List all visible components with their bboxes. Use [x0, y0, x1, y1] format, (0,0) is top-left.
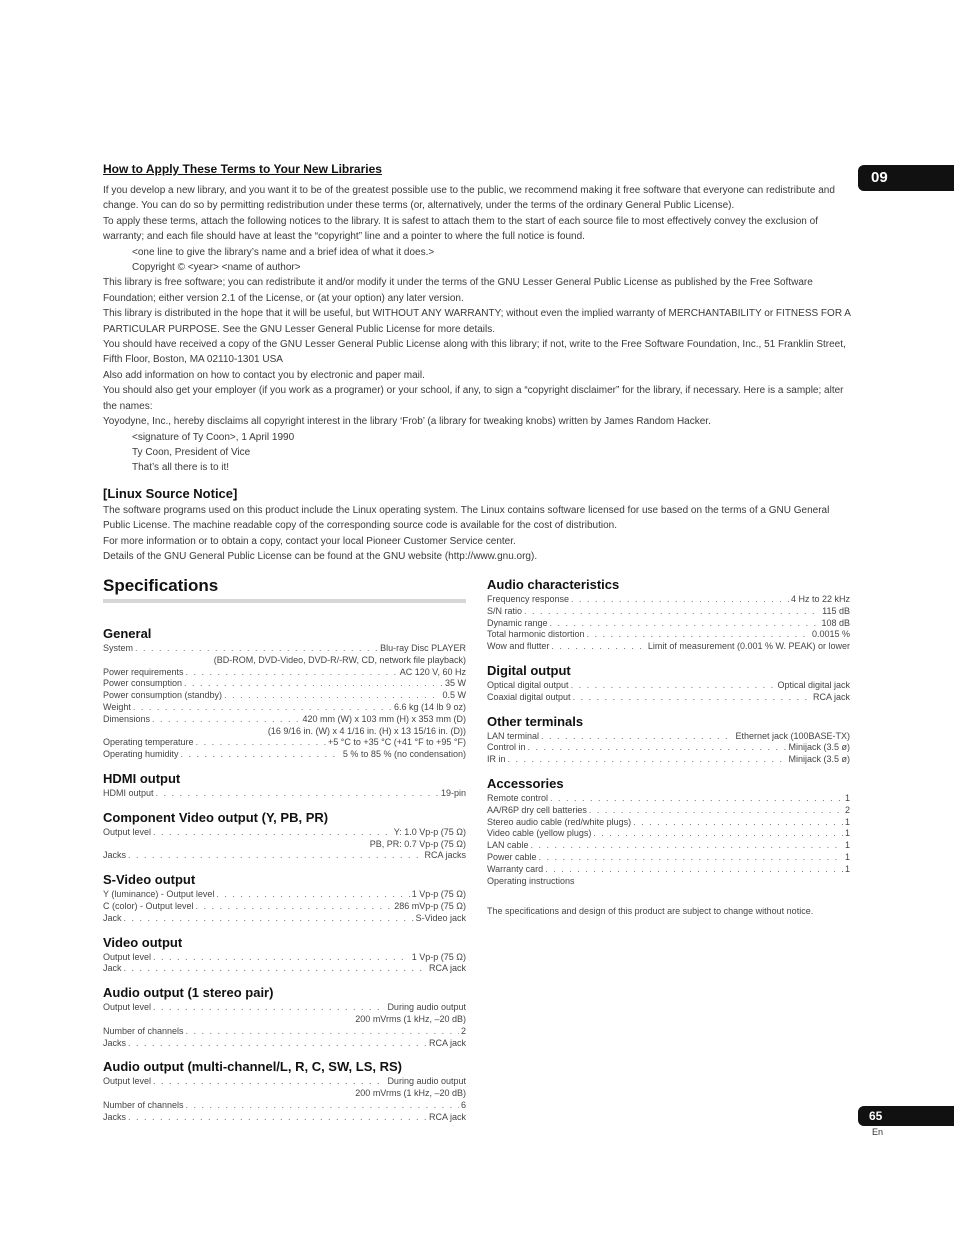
leader-dots — [528, 742, 787, 754]
spec-group — [103, 1059, 466, 1123]
leader-dots — [153, 1002, 385, 1014]
spec-value: Optical digital jack — [777, 679, 850, 690]
spec-value: 1 — [844, 792, 850, 803]
leader-dots — [573, 692, 811, 704]
spec-label: Remote control — [487, 792, 549, 803]
paragraph: To apply these terms, attach the following notices to the library. It is safest to attach them to the start of each source file to most effectively convey the exclusion of warranty; and each file should have at least the “copyright” line and a pointer to where the full notice is found. — [103, 215, 818, 243]
spec-label: Coaxial digital output — [487, 691, 571, 702]
spec-row — [487, 852, 850, 864]
spec-row — [103, 913, 466, 925]
leader-dots — [589, 805, 843, 817]
spec-group — [487, 776, 850, 887]
spec-label: Dimensions — [103, 713, 151, 724]
spec-value: 6.6 kg (14 lb 9 oz) — [393, 701, 466, 712]
spec-label: Jack — [103, 963, 122, 974]
spec-row — [487, 629, 850, 641]
leader-dots — [216, 889, 409, 901]
spec-row — [103, 1026, 466, 1038]
spec-row — [487, 692, 850, 704]
leader-dots — [153, 1076, 385, 1088]
spec-value: Minijack (3.5 ø) — [788, 742, 850, 753]
spec-group-title: General — [103, 626, 152, 641]
spec-row — [103, 678, 466, 690]
spec-value: 0.5 W — [442, 690, 466, 701]
spec-label: Output level — [103, 826, 152, 837]
spec-value: 0.0015 % — [811, 629, 850, 640]
spec-value: 6 — [460, 1099, 466, 1110]
spec-label: Output level — [103, 1076, 152, 1087]
spec-group-title: HDMI output — [103, 770, 181, 786]
spec-label: LAN cable — [487, 840, 529, 851]
leader-dots — [124, 913, 414, 925]
paragraph: Copyright © <year> <name of author> — [132, 262, 301, 274]
spec-value: 1 Vp-p (75 Ω) — [411, 951, 466, 962]
spec-value: AC 120 V, 60 Hz — [399, 666, 466, 677]
spec-row — [103, 737, 466, 749]
spec-label: Control in — [487, 742, 526, 753]
spec-value: 1 — [844, 863, 850, 874]
spec-label: C (color) - Output level — [103, 900, 194, 911]
spec-value: 2 — [844, 804, 850, 815]
spec-value: Blu-ray Disc PLAYER — [380, 643, 466, 653]
spec-label: Power consumption — [103, 678, 183, 689]
spec-label: Jacks — [103, 1111, 127, 1122]
leader-dots — [550, 618, 820, 630]
spec-row — [103, 1112, 466, 1124]
spec-label: IR in — [487, 754, 506, 765]
spec-label: Warranty card — [487, 863, 544, 874]
spec-label: Jacks — [103, 1037, 127, 1048]
leader-dots — [571, 680, 776, 692]
spec-group-title: Accessories — [487, 775, 564, 791]
spec-group-title: Audio output (1 stereo pair) — [103, 985, 274, 1001]
spec-row — [487, 742, 850, 754]
spec-row — [487, 805, 850, 817]
spec-value: 19-pin — [440, 787, 466, 798]
leader-dots — [186, 667, 398, 679]
spec-row — [487, 641, 850, 653]
paragraph: This library is free software; you can redistribute it and/or modify it under the terms of the GNU Lesser General Public License as published by the Free Software Foundation; either version 2.1 of the License, or (at your option) any later version. — [103, 277, 813, 304]
spec-value-continued: 200 mVrms (1 kHz, –20 dB) — [355, 1088, 466, 1099]
spec-label: AA/R6P dry cell batteries — [487, 804, 587, 815]
spec-label: Total harmonic distortion — [487, 629, 585, 640]
specifications-title: Specifications — [103, 576, 466, 603]
leader-dots — [539, 852, 843, 864]
spec-row — [103, 952, 466, 964]
spec-row — [103, 1100, 466, 1112]
spec-row — [487, 754, 850, 766]
leader-dots — [186, 1026, 459, 1038]
spec-value: 108 dB — [821, 617, 850, 628]
spec-value: Minijack (3.5 ø) — [788, 754, 850, 765]
spec-value: S-Video jack — [415, 912, 466, 923]
spec-value: Limit of measurement (0.001 % W. PEAK) or lower — [647, 641, 850, 652]
spec-value: 5 % to 85 % (no condensation) — [342, 749, 466, 760]
leader-dots — [128, 1038, 427, 1050]
spec-label: Operating temperature — [103, 737, 194, 748]
paragraph: That’s all there is to it! — [132, 462, 230, 474]
paragraph: For more information or to obtain a copy, contact your local Pioneer Customer Service center. — [103, 535, 516, 547]
leader-dots — [128, 850, 422, 862]
linux-notice-body — [103, 503, 851, 565]
leader-dots — [524, 606, 820, 618]
spec-column-right — [487, 577, 850, 917]
spec-row — [103, 788, 466, 800]
spec-label: Stereo audio cable (red/white plugs) — [487, 816, 632, 827]
spec-label: Output level — [103, 951, 152, 962]
paragraph: You should also get your employer (if you work as a programer) or your school, if any, to sign a “copyright disclaimer” for the library, if necessary. Here is a sample; alter the names: — [103, 385, 844, 412]
spec-row — [487, 680, 850, 692]
spec-group — [103, 626, 466, 761]
spec-row — [103, 714, 466, 726]
spec-row — [103, 749, 466, 761]
leader-dots — [186, 1100, 459, 1112]
spec-value: Y: 1.0 Vp-p (75 Ω) — [393, 826, 466, 837]
spec-row — [487, 876, 850, 888]
leader-dots — [550, 793, 843, 805]
spec-group-title: Other terminals — [487, 713, 584, 729]
paragraph: Also add information on how to contact you by electronic and paper mail. — [103, 369, 425, 381]
leader-dots — [508, 754, 787, 766]
spec-label: Power cable — [487, 851, 537, 862]
paragraph: Details of the GNU General Public License can be found at the GNU website (http://www.gnu.org). — [103, 551, 538, 563]
leader-dots — [224, 690, 440, 702]
spec-group — [103, 771, 466, 800]
spec-group-title: Video output — [103, 934, 183, 950]
chapter-tab: 09 — [858, 165, 954, 191]
spec-row — [103, 690, 466, 702]
leader-dots — [133, 702, 392, 714]
spec-value: 1 — [844, 816, 850, 827]
spec-value: During audio output — [387, 1002, 466, 1013]
spec-value: RCA jacks — [424, 850, 466, 861]
spec-value: 115 dB — [822, 605, 850, 616]
spec-value: 4 Hz to 22 kHz — [790, 594, 850, 604]
paragraph: <one line to give the library’s name and a brief idea of what it does.> — [132, 246, 435, 258]
spec-row — [103, 1076, 466, 1088]
spec-value: RCA jack — [812, 691, 850, 702]
spec-row — [487, 793, 850, 805]
spec-group-title: Audio output (multi-channel/L, R, C, SW, LS, RS) — [103, 1059, 402, 1075]
spec-row — [103, 963, 466, 975]
spec-row — [103, 643, 466, 655]
spec-value: During audio output — [387, 1076, 466, 1087]
spec-row — [487, 828, 850, 840]
spec-label: Number of channels — [103, 1099, 184, 1110]
paragraph: Yoyodyne, Inc., hereby disclaims all copyright interest in the library ‘Frob’ (a library for tweaking knobs) written by James Random Hacker. — [103, 416, 711, 428]
leader-dots — [156, 788, 439, 800]
spec-label: Output level — [103, 1002, 152, 1013]
spec-value: 35 W — [444, 678, 466, 689]
paragraph: You should have received a copy of the GNU Lesser General Public License along with this library; if not, write to the Free Software Foundation, Inc., 51 Franklin Street, Fifth Floor, Boston, MA 02110-1301 USA — [103, 339, 846, 366]
leader-dots — [196, 901, 393, 913]
leader-dots — [541, 731, 733, 743]
spec-label: Dynamic range — [487, 617, 548, 628]
spec-value: 1 — [844, 828, 850, 839]
leader-dots — [124, 963, 427, 975]
spec-value: 1 — [844, 851, 850, 862]
spec-row — [103, 702, 466, 714]
spec-label: System — [103, 643, 134, 653]
spec-value-continued: (16 9/16 in. (W) x 4 1/16 in. (H) x 13 15/16 in. (D)) — [267, 725, 466, 736]
spec-row — [103, 850, 466, 862]
paragraph: This library is distributed in the hope that it will be useful, but WITHOUT ANY WARRANTY; without even the implied warranty of MERCHANTABILITY or FITNESS FOR A PARTICULAR PURPOSE. See the GNU Lesser General Public License for more details. — [103, 308, 851, 335]
apply-terms-heading: How to Apply These Terms to Your New Libraries — [103, 162, 382, 176]
spec-label: Jack — [103, 912, 122, 923]
spec-label: Weight — [103, 701, 131, 712]
spec-label: Frequency response — [487, 594, 570, 604]
spec-row — [103, 667, 466, 679]
spec-row — [103, 827, 466, 839]
apply-terms-body — [103, 183, 851, 476]
spec-value: RCA jack — [428, 1037, 466, 1048]
leader-dots — [153, 952, 410, 964]
spec-row — [103, 1002, 466, 1014]
leader-dots — [153, 827, 392, 839]
spec-group — [487, 577, 850, 653]
leader-dots — [571, 594, 789, 606]
paragraph: Ty Coon, President of Vice — [132, 446, 251, 458]
spec-label: Number of channels — [103, 1025, 184, 1036]
leader-dots — [531, 840, 843, 852]
spec-row — [487, 817, 850, 829]
spec-label: Power requirements — [103, 666, 184, 677]
spec-value: RCA jack — [428, 1111, 466, 1122]
spec-group — [103, 935, 466, 976]
spec-label: S/N ratio — [487, 605, 523, 616]
spec-value: Ethernet jack (100BASE-TX) — [735, 730, 850, 741]
leader-dots — [184, 678, 443, 690]
spec-group-title: Component Video output (Y, PB, PR) — [103, 809, 329, 825]
leader-dots — [593, 828, 843, 840]
spec-column-left — [103, 626, 466, 1134]
spec-value: 1 Vp-p (75 Ω) — [411, 889, 466, 900]
spec-label: Operating humidity — [103, 749, 179, 760]
spec-label: Jacks — [103, 850, 127, 861]
spec-label: Optical digital output — [487, 679, 569, 690]
linux-notice-heading: [Linux Source Notice] — [103, 486, 238, 501]
spec-value: 420 mm (W) x 103 mm (H) x 353 mm (D) — [302, 713, 466, 724]
leader-dots — [152, 714, 300, 726]
leader-dots — [587, 629, 810, 641]
spec-label: HDMI output — [103, 787, 154, 798]
leader-dots — [551, 641, 646, 653]
spec-group — [103, 985, 466, 1049]
paragraph: If you develop a new library, and you want it to be of the greatest possible use to the public, we recommend making it free software that everyone can redistribute and change. You can do so by permitting redistribution under these terms (or, alternatively, under the terms of the ordinary General Public License). — [103, 185, 835, 212]
spec-group — [103, 872, 466, 924]
spec-value: RCA jack — [428, 963, 466, 974]
leader-dots — [181, 749, 341, 761]
leader-dots — [196, 737, 326, 749]
spec-label: Wow and flutter — [487, 641, 550, 652]
spec-value: +5 °C to +35 °C (+41 °F to +95 °F) — [328, 737, 466, 748]
leader-dots — [135, 643, 378, 655]
spec-value: 1 — [844, 840, 850, 851]
spec-group-title: S-Video output — [103, 872, 196, 888]
spec-value-continued: PB, PR: 0.7 Vp-p (75 Ω) — [369, 838, 466, 849]
spec-group — [103, 810, 466, 862]
spec-label: Power consumption (standby) — [103, 690, 223, 701]
leader-dots — [128, 1112, 427, 1124]
spec-row — [487, 606, 850, 618]
spec-value-continued: 200 mVrms (1 kHz, –20 dB) — [355, 1013, 466, 1024]
spec-row — [103, 1038, 466, 1050]
language-label: En — [872, 1127, 884, 1137]
spec-row — [487, 618, 850, 630]
spec-label: LAN terminal — [487, 730, 540, 741]
spec-label: Y (luminance) - Output level — [103, 889, 215, 900]
spec-label: Operating instructions — [487, 875, 575, 886]
leader-dots — [633, 817, 843, 829]
spec-change-note: The specifications and design of this product are subject to change without notice. — [487, 906, 814, 917]
spec-value: 2 — [460, 1025, 466, 1036]
spec-row — [487, 594, 850, 606]
leader-dots — [545, 864, 843, 876]
spec-group-title: Audio characteristics — [487, 577, 620, 592]
spec-row — [487, 731, 850, 743]
spec-row — [103, 901, 466, 913]
spec-label: Video cable (yellow plugs) — [487, 828, 592, 839]
spec-row — [487, 864, 850, 876]
spec-group — [487, 714, 850, 766]
page-number-tab: 65 — [858, 1106, 954, 1126]
spec-row — [487, 840, 850, 852]
spec-row — [103, 889, 466, 901]
paragraph: <signature of Ty Coon>, 1 April 1990 — [132, 431, 295, 443]
spec-group — [487, 663, 850, 704]
paragraph: The software programs used on this product include the Linux operating system. The Linux contains software licensed for use based on the terms of a GNU General Public License. The machine readable copy of the corresponding source code is available for the cost of distribution. — [103, 505, 830, 532]
spec-value-continued: (BD-ROM, DVD-Video, DVD-R/-RW, CD, network file playback) — [213, 654, 466, 665]
spec-group-title: Digital output — [487, 662, 571, 678]
spec-value: 286 mVp-p (75 Ω) — [394, 900, 466, 911]
